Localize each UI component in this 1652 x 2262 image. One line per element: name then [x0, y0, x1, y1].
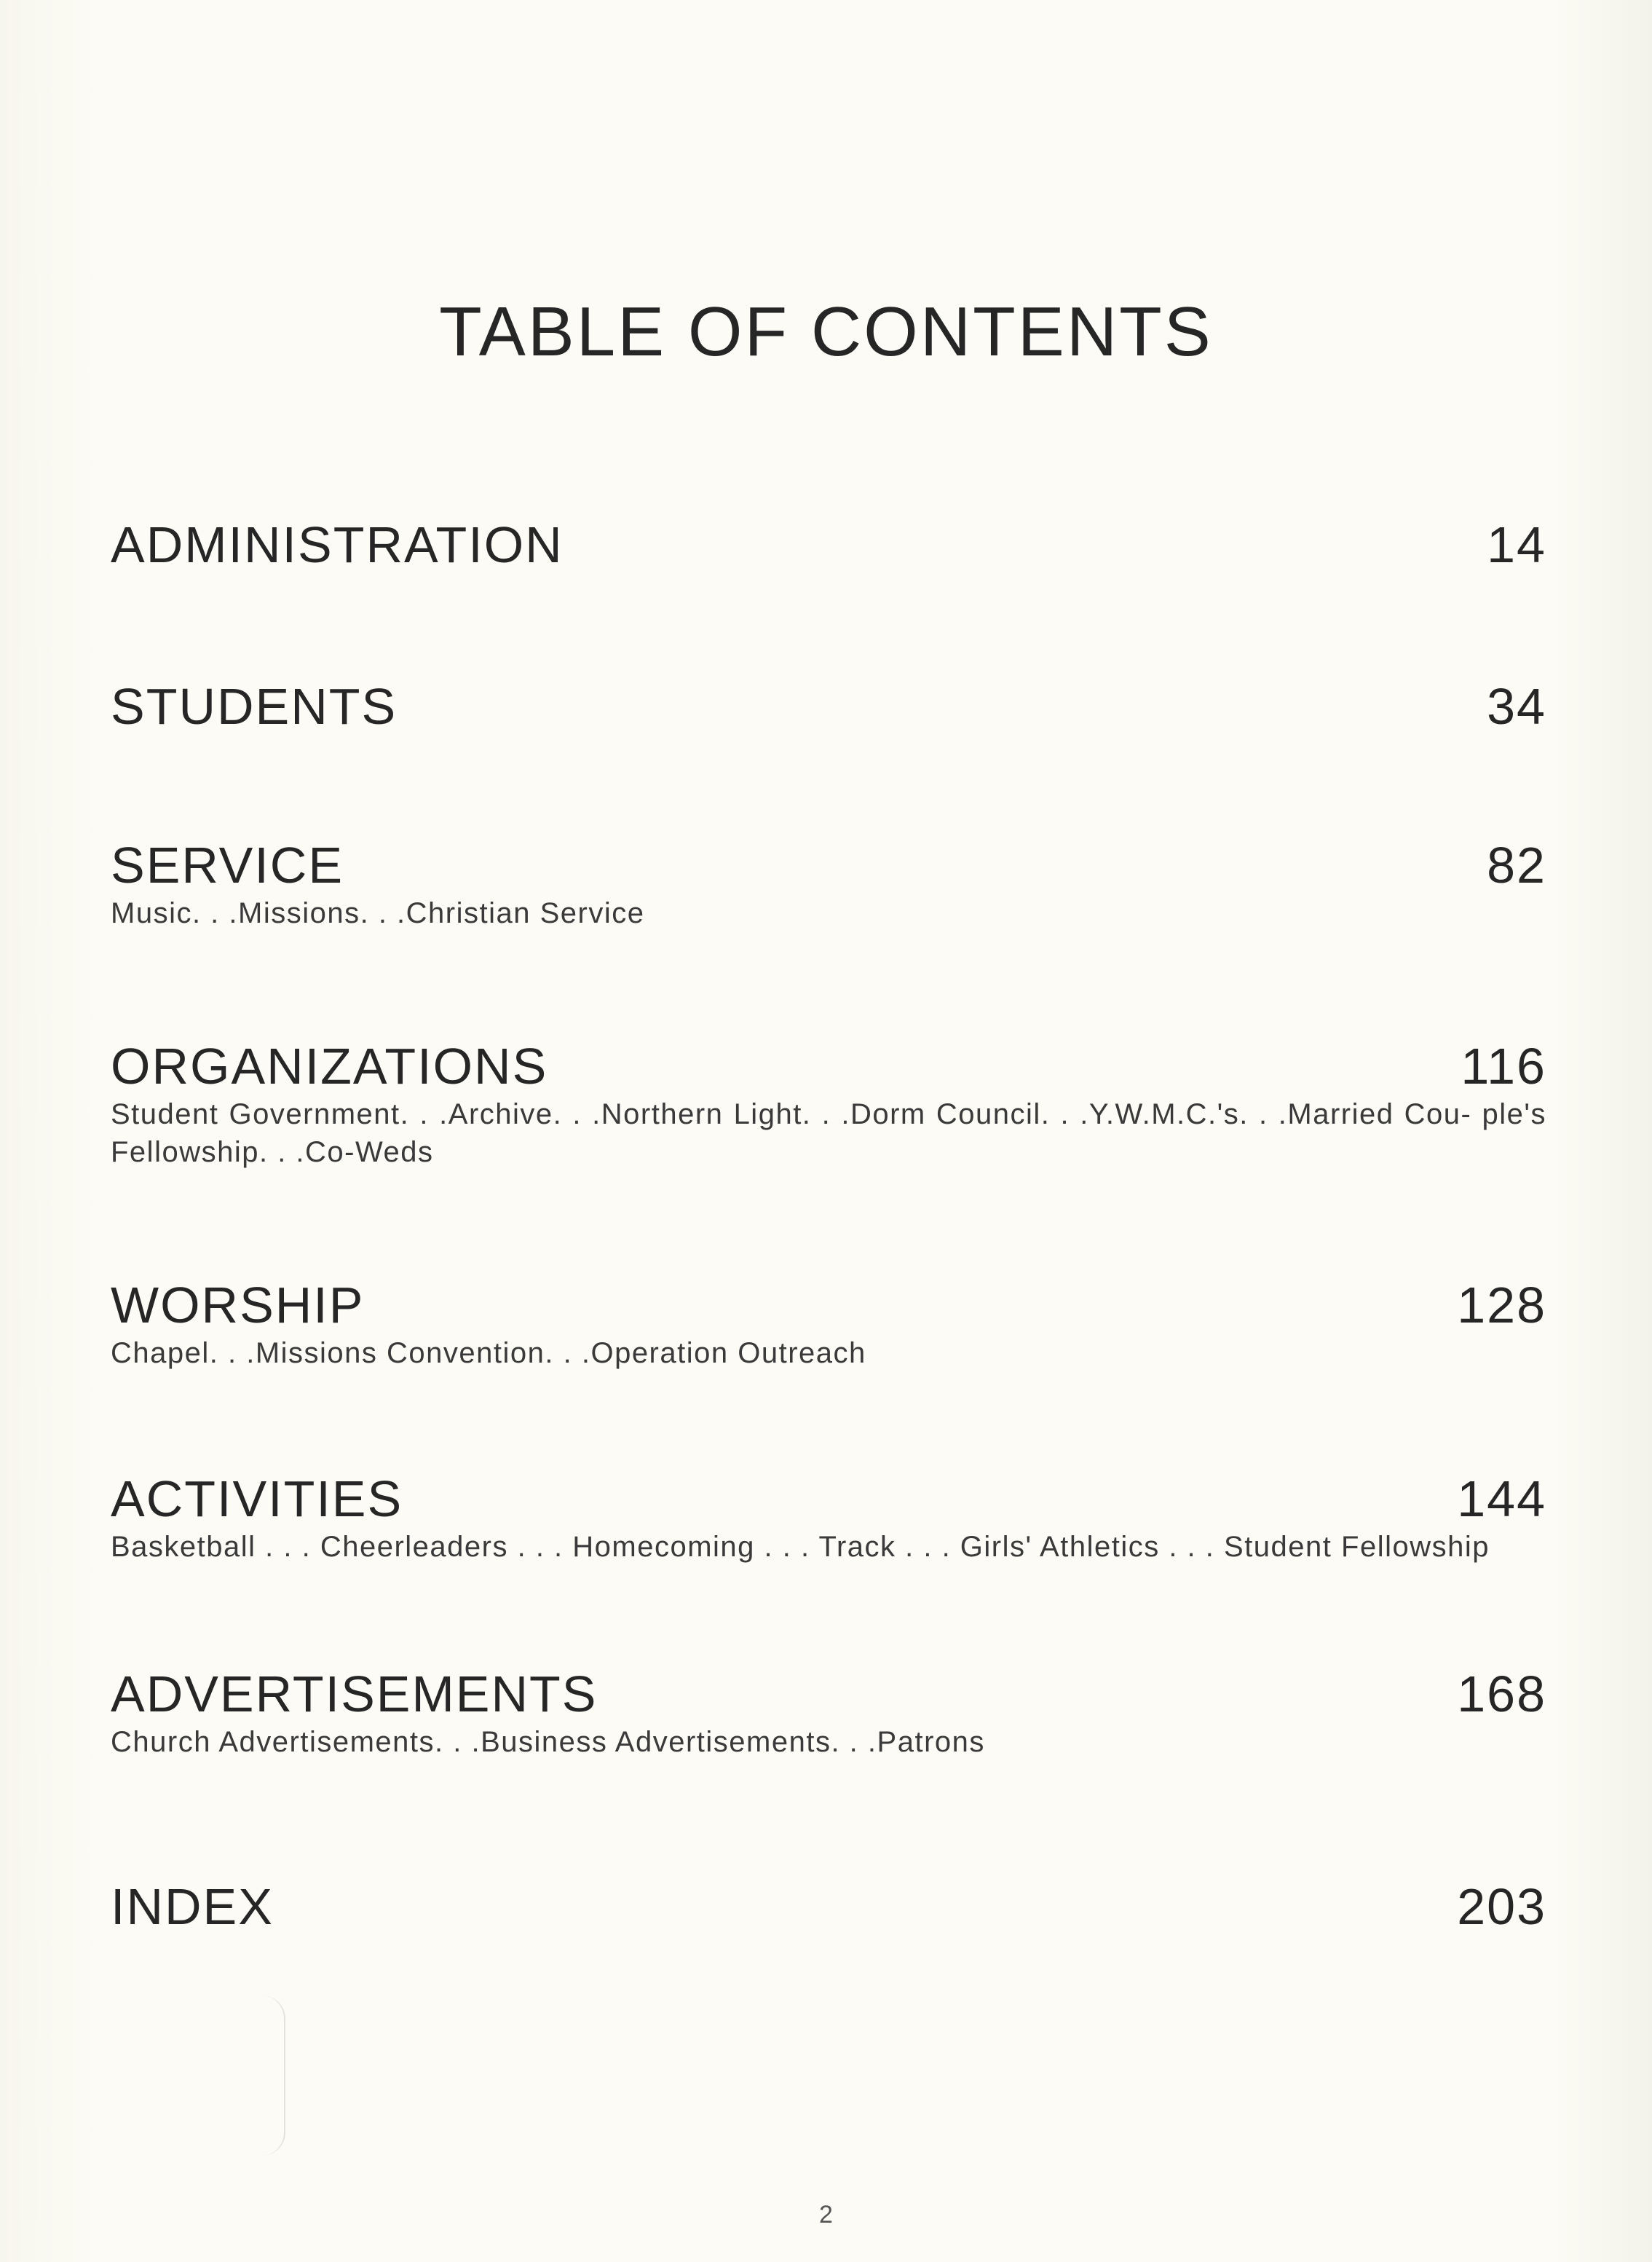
page-folio-number: 2 [819, 2201, 833, 2228]
toc-entry-students [111, 677, 1546, 736]
section-subtopics: Chapel. . .Missions Convention. . .Operation Outreach [111, 1337, 866, 1369]
toc-entry-service [111, 836, 1546, 932]
section-name: ACTIVITIES [111, 1470, 403, 1527]
page-title: TABLE OF CONTENTS [439, 293, 1213, 371]
toc-entry-administration [111, 516, 1546, 574]
page-number: 144 [1457, 1470, 1546, 1527]
page-number: 14 [1487, 516, 1546, 573]
section-name: ADMINISTRATION [111, 516, 564, 573]
page-number: 116 [1461, 1038, 1546, 1095]
section-subtopics: Church Advertisements. . .Business Advertisements. . .Patrons [111, 1726, 985, 1758]
page-number: 128 [1457, 1277, 1546, 1333]
toc-entry-advertisements [111, 1665, 1546, 1761]
toc-entry-activities [111, 1470, 1546, 1566]
page-number: 82 [1487, 837, 1546, 894]
faint-pencil-mark [262, 1995, 285, 2156]
toc-entry-worship [111, 1276, 1546, 1372]
page-number: 168 [1457, 1666, 1546, 1722]
toc-entry-index [111, 1877, 1546, 1936]
section-subtopics: Basketball . . . Cheerleaders . . . Homecoming . . . Track . . . Girls' Athletics . . . Student Fellowship [111, 1531, 1490, 1563]
section-name: WORSHIP [111, 1277, 365, 1333]
section-name: STUDENTS [111, 678, 398, 735]
section-name: ORGANIZATIONS [111, 1038, 548, 1095]
section-name: ADVERTISEMENTS [111, 1666, 598, 1722]
section-name: SERVICE [111, 837, 344, 894]
page-number: 34 [1487, 678, 1546, 735]
page-number: 203 [1457, 1878, 1546, 1935]
toc-entry-organizations [111, 1037, 1546, 1171]
section-subtopics: Student Government. . .Archive. . .Northern Light. . .Dorm Council. . .Y.W.M.C.'s. . .Married Cou- ple's Fellowship. . .Co-Weds [111, 1098, 1546, 1168]
section-name: INDEX [111, 1878, 274, 1935]
section-subtopics: Music. . .Missions. . .Christian Service [111, 897, 645, 929]
